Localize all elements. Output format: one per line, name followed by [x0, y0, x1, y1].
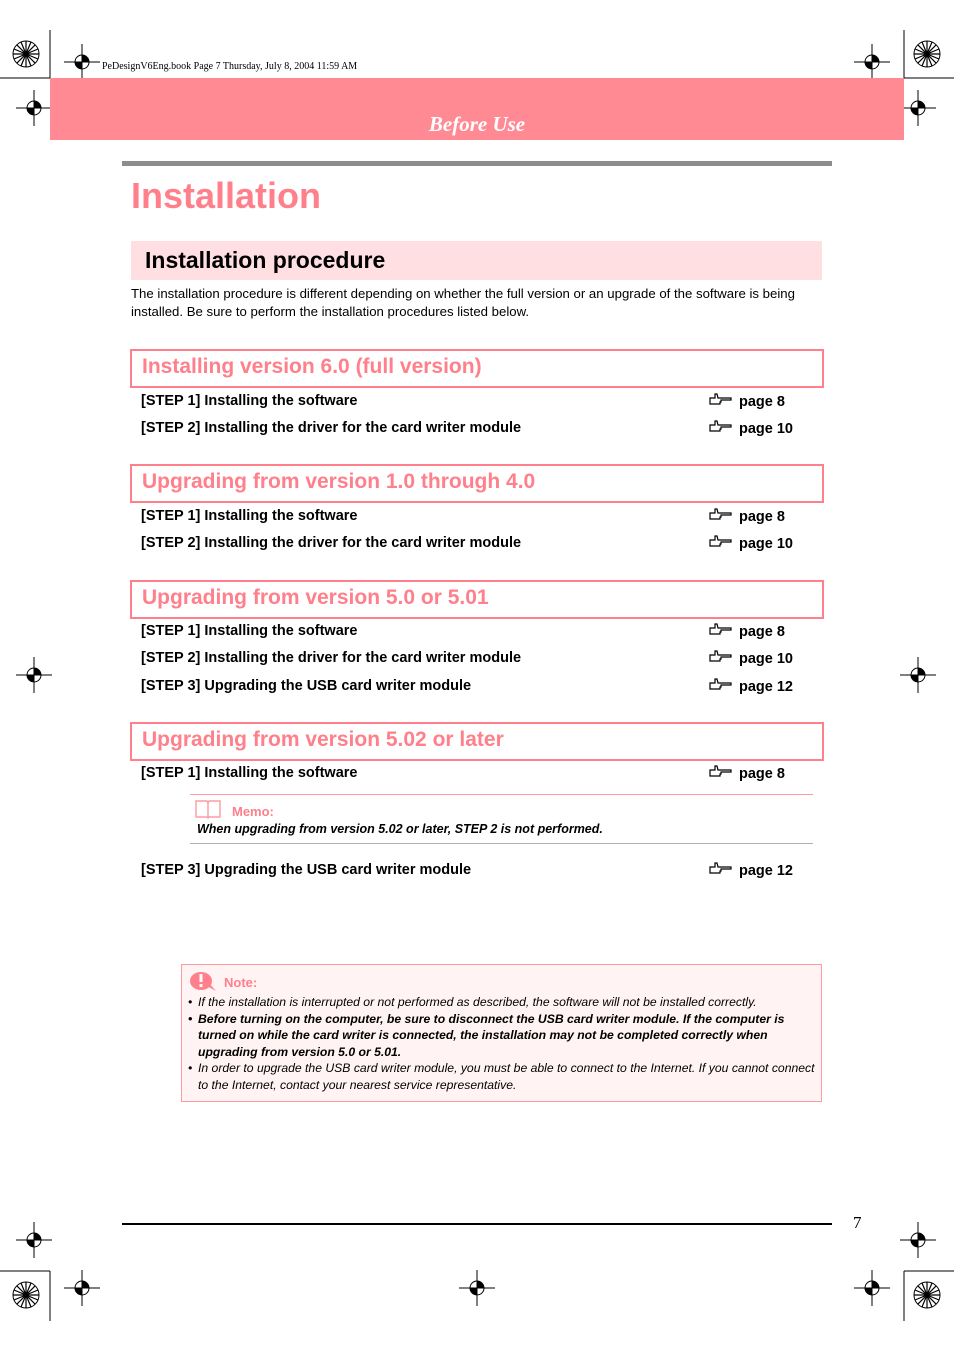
- page-ref-label: page 10: [739, 536, 793, 552]
- page-ref-label: page 8: [739, 509, 785, 525]
- pointing-hand-icon: [709, 622, 733, 638]
- step-label: [STEP 2] Installing the driver for the card writer module: [141, 535, 522, 551]
- note-item: [188, 1060, 818, 1093]
- page-reference[interactable]: [709, 677, 793, 695]
- note-text: Before turning on the computer, be sure to disconnect the USB card writer module. If the computer is turned on while the card writer is connected, the installation may not be completed correctly when upgrading from version 5.0 or 5.01.: [198, 1011, 785, 1059]
- page-reference[interactable]: [709, 419, 793, 437]
- section-box-full-version: [130, 349, 824, 388]
- bullet: •: [188, 1061, 193, 1075]
- note-list: [188, 994, 818, 1093]
- page-number: 7: [853, 1213, 862, 1232]
- page-reference[interactable]: [709, 392, 785, 410]
- section-box-upgrade-1-4: [130, 464, 824, 503]
- section-subtitle: Installation procedure: [145, 247, 386, 273]
- note-item: [188, 994, 818, 1011]
- step-label: [STEP 1] Installing the software: [141, 623, 358, 639]
- page-ref-label: page 8: [739, 766, 785, 782]
- step-label: [STEP 1] Installing the software: [141, 393, 358, 409]
- pointing-hand-icon: [709, 649, 733, 665]
- page-ref-label: page 10: [739, 421, 793, 437]
- step-label: [STEP 2] Installing the driver for the card writer module: [141, 420, 522, 436]
- bullet: •: [188, 1011, 193, 1026]
- pointing-hand-icon: [709, 419, 733, 435]
- pointing-hand-icon: [709, 764, 733, 780]
- print-info: PeDesignV6Eng.book Page 7 Thursday, July 8, 2004 11:59 AM: [102, 61, 358, 72]
- page-ref-label: page 8: [739, 394, 785, 410]
- page-reference[interactable]: [709, 861, 793, 879]
- pointing-hand-icon: [709, 677, 733, 693]
- memo-text: When upgrading from version 5.02 or later, STEP 2 is not performed.: [197, 822, 603, 836]
- memo-top-rule: [190, 794, 813, 795]
- section-title: Upgrading from version 5.0 or 5.01: [142, 586, 489, 609]
- step-label: [STEP 1] Installing the software: [141, 508, 358, 524]
- page-ref-label: page 12: [739, 863, 793, 879]
- step-label: [STEP 3] Upgrading the USB card writer module: [141, 862, 472, 878]
- page-reference[interactable]: [709, 764, 785, 782]
- note-item: [188, 1011, 818, 1061]
- pointing-hand-icon: [709, 392, 733, 408]
- section-box-upgrade-502: [130, 722, 824, 761]
- memo-label: Memo:: [232, 804, 274, 819]
- book-icon: [195, 799, 221, 819]
- footer-rule: [122, 1223, 832, 1225]
- section-title: Upgrading from version 5.02 or later: [142, 728, 504, 751]
- page-ref-label: page 10: [739, 651, 793, 667]
- page-reference[interactable]: [709, 622, 785, 640]
- memo-bottom-rule: [190, 843, 813, 844]
- step-label: [STEP 3] Upgrading the USB card writer module: [141, 678, 472, 694]
- page-reference[interactable]: [709, 534, 793, 552]
- step-label: [STEP 1] Installing the software: [141, 765, 358, 781]
- title-rule: [122, 161, 832, 166]
- bullet: •: [188, 995, 193, 1009]
- note-text: In order to upgrade the USB card writer module, you must be able to connect to the Internet. If you cannot connect to the Internet, contact your nearest service representative.: [198, 1061, 815, 1092]
- section-box-upgrade-5: [130, 580, 824, 619]
- pointing-hand-icon: [709, 534, 733, 550]
- pointing-hand-icon: [709, 507, 733, 523]
- chapter-header: Before Use: [428, 112, 526, 136]
- section-title: Upgrading from version 1.0 through 4.0: [142, 470, 536, 493]
- intro-paragraph: The installation procedure is different depending on whether the full version or an upgrade of the software is being installed. Be sure to perform the installation procedures listed below.: [131, 286, 795, 319]
- step-label: [STEP 2] Installing the driver for the card writer module: [141, 650, 522, 666]
- page-title: Installation: [131, 175, 322, 216]
- page-reference[interactable]: [709, 649, 793, 667]
- exclamation-icon: [189, 970, 217, 992]
- page-reference[interactable]: [709, 507, 785, 525]
- pointing-hand-icon: [709, 861, 733, 877]
- page-ref-label: page 12: [739, 679, 793, 695]
- page-ref-label: page 8: [739, 624, 785, 640]
- note-label: Note:: [224, 975, 258, 990]
- section-title: Installing version 6.0 (full version): [142, 355, 482, 378]
- note-text: If the installation is interrupted or not performed as described, the software will not be installed correctly.: [198, 995, 757, 1009]
